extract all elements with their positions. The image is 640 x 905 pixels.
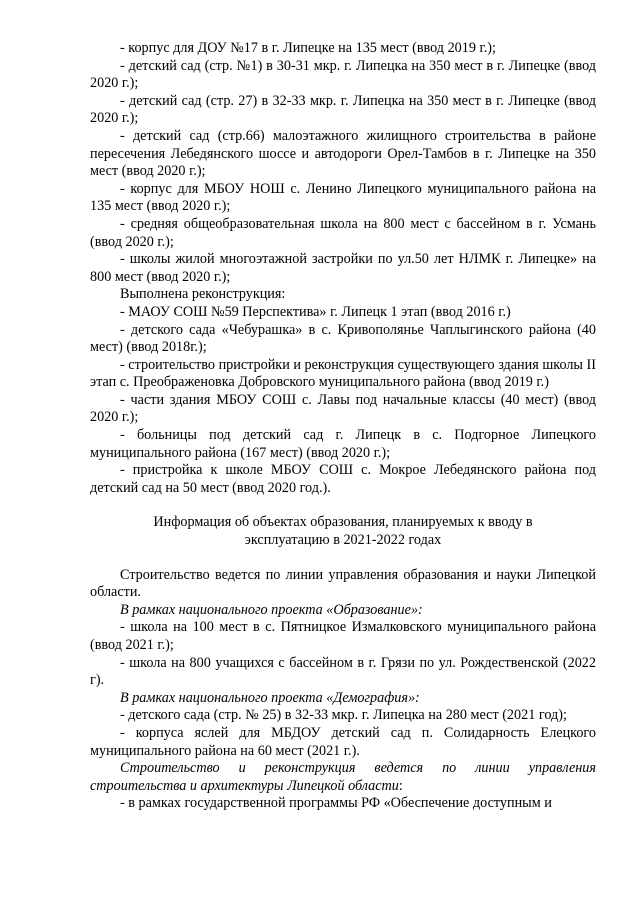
list-item: - детский сад (стр. 27) в 32-33 мкр. г. Липецка на 350 мест в г. Липецке (ввод 2020 г.); (90, 92, 596, 127)
section-title (90, 497, 596, 566)
list-item: - корпус для МБОУ НОШ с. Ленино Липецкого муниципального района на 135 мест (ввод 2020 г.); (90, 180, 596, 215)
list-item: - детского сада «Чебурашка» в с. Кривополянье Чаплыгинского района (40 мест) (ввод 2018г.); (90, 321, 596, 356)
reconstruction-list (90, 304, 596, 498)
construction-paragraph (90, 760, 596, 795)
list-item: - детский сад (стр.66) малоэтажного жилищного строительства в районе пересечения Лебедянского шоссе и автодороги Орел-Тамбов в г. Липецке на 350 мест (ввод 2020 г.); (90, 127, 596, 180)
demography-project-heading: В рамках национального проекта «Демография»: (120, 689, 420, 706)
list-item: - больницы под детский сад г. Липецк в с. Подгорное Липецкого муниципального района (167 мест) (ввод 2020 г.); (90, 427, 596, 461)
construction-text: Строительство и реконструкция ведется по линии управления строительства и архитектуры Липецкой области (90, 760, 596, 794)
list-item: - школа на 100 мест в с. Пятницкое Измалковского муниципального района (ввод 2021 г.); (90, 619, 596, 653)
list-item: - МАОУ СОШ №59 Перспектива» г. Липецк 1 этап (ввод 2016 г.) (120, 303, 511, 320)
built-objects-list (90, 40, 596, 286)
intro-paragraph: Строительство ведется по линии управления образования и науки Липецкой области. (90, 566, 596, 601)
construction-colon: : (398, 777, 403, 794)
document-page (90, 40, 596, 813)
list-item: - части здания МБОУ СОШ с. Лавы под начальные классы (40 мест) (ввод 2020 г.); (90, 391, 596, 426)
education-project-heading: В рамках национального проекта «Образование»: (120, 601, 423, 618)
list-item: - школы жилой многоэтажной застройки по ул.50 лет НЛМК г. Липецке» на 800 мест (ввод 2020 г.); (90, 251, 596, 285)
section-title-line-1: Информация об объектах образования, планируемых к вводу в (153, 514, 533, 531)
list-item: - корпуса яслей для МБДОУ детский сад п. Солидарность Елецкого муниципального района на 60 мест (2021 г.). (90, 724, 596, 759)
last-line: - в рамках государственной программы РФ «Обеспечение доступным и (120, 795, 552, 812)
list-item: - средняя общеобразовательная школа на 800 мест с бассейном в г. Усмань (ввод 2020 г.); (90, 215, 596, 250)
section-title-line-2: эксплуатацию в 2021-2022 годах (244, 532, 442, 549)
reconstruction-heading: Выполнена реконструкция: (120, 286, 286, 303)
list-item: - корпус для ДОУ №17 в г. Липецке на 135 мест (ввод 2019 г.); (120, 40, 496, 56)
list-item: - школа на 800 учащихся с бассейном в г. Грязи по ул. Рождественской (2022 г). (90, 654, 596, 689)
list-item: - пристройка к школе МБОУ СОШ с. Мокрое Лебедянского района под детский сад на 50 мест (ввод 2020 год.). (90, 462, 596, 496)
list-item: - строительство пристройки и реконструкция существующего здания школы II этап с. Преображеновка Добровского муниципального района (ввод 2019 г.) (90, 356, 596, 391)
list-item: - детский сад (стр. №1) в 30-31 мкр. г. Липецка на 350 мест в г. Липецке (ввод 2020 г.); (90, 57, 596, 92)
list-item: - детского сада (стр. № 25) в 32-33 мкр. г. Липецка на 280 мест (2021 год); (120, 707, 567, 724)
